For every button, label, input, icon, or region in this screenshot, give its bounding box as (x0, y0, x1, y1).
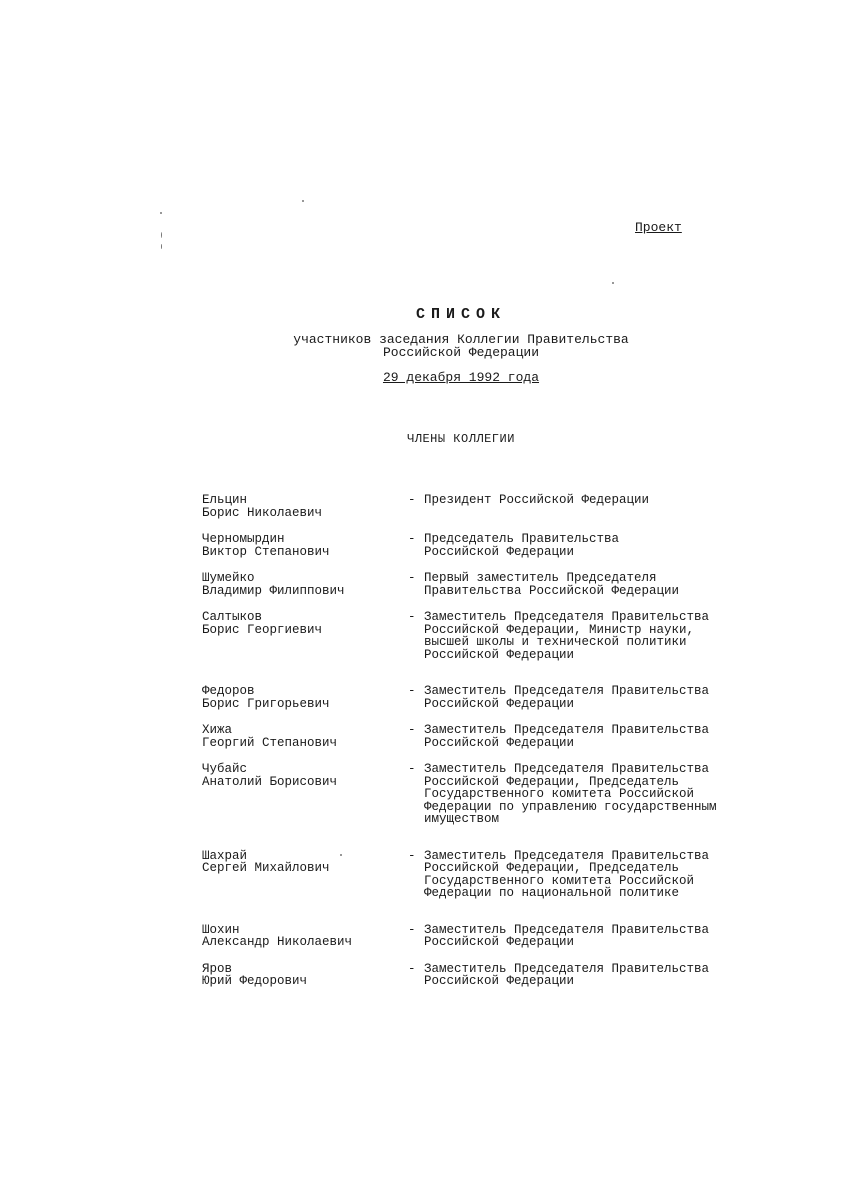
member-role: Председатель Правительства Российской Федерации (424, 532, 620, 559)
member-role: Заместитель Председателя Правительства Российской Федерации (424, 723, 710, 750)
member-given-names: Юрий Федорович (202, 974, 308, 988)
scan-speck (161, 244, 162, 249)
member-name (202, 850, 402, 900)
document-date: 29 декабря 1992 года (382, 370, 540, 385)
scan-speck (340, 854, 342, 856)
member-given-names: Анатолий Борисович (202, 774, 338, 789)
member-dash: - (408, 571, 416, 585)
member-given-names: Сергей Михайлович (202, 861, 330, 875)
member-dash: - (408, 723, 416, 737)
member-given-names: Борис Георгиевич (202, 622, 323, 637)
member-dash: - (408, 610, 416, 624)
document-subtitle (40, 333, 842, 359)
member-given-names: Владимир Филиппович (202, 583, 345, 598)
member-name (202, 963, 402, 988)
member-row (0, 533, 842, 558)
member-role: Заместитель Председателя Правительства Российской Федерации, Министр науки, высшей школы и технической политики Российской Федерации (424, 610, 710, 662)
member-dash: - (408, 848, 416, 863)
member-name (202, 724, 402, 749)
subtitle-line-1: участников заседания Коллегии Правительства (293, 332, 629, 347)
member-row (0, 963, 842, 988)
member-given-names: Георгий Степанович (202, 735, 338, 750)
member-surname: Хижа (202, 723, 233, 737)
member-given-names: Борис Николаевич (202, 505, 323, 520)
scan-speck (302, 200, 304, 202)
draft-stamp: Проект (635, 220, 682, 235)
member-row (0, 572, 842, 597)
member-surname: Чубайс (202, 762, 248, 776)
section-heading: ЧЛЕНЫ КОЛЛЕГИИ (407, 432, 515, 446)
member-given-names: Александр Николаевич (202, 935, 353, 949)
member-name (202, 685, 402, 710)
members-list (0, 494, 842, 988)
scan-speck (161, 232, 162, 238)
member-surname: Ельцин (202, 493, 248, 507)
scan-speck (612, 282, 614, 284)
scan-speck (160, 212, 162, 214)
member-name (202, 533, 402, 558)
member-name (202, 924, 402, 949)
member-role: Заместитель Председателя Правительства Российской Федерации (424, 922, 710, 949)
member-surname: Шахрай (202, 848, 248, 863)
member-row (0, 924, 842, 949)
member-row (0, 611, 842, 661)
member-row (0, 850, 842, 900)
member-name (202, 763, 402, 826)
member-dash: - (408, 493, 416, 507)
member-dash: - (408, 961, 416, 976)
member-surname: Федоров (202, 684, 255, 698)
member-surname: Шохин (202, 922, 240, 937)
member-given-names: Борис Григорьевич (202, 696, 330, 711)
member-given-names: Виктор Степанович (202, 544, 330, 559)
member-role: Президент Российской Федерации (424, 493, 650, 507)
member-surname: Салтыков (202, 610, 263, 624)
member-surname: Шумейко (202, 571, 255, 585)
member-surname: Яров (202, 961, 233, 976)
member-row (0, 763, 842, 826)
member-surname: Черномырдин (202, 532, 285, 546)
member-role: Первый заместитель Председателя Правительства Российской Федерации (424, 571, 680, 598)
member-row (0, 494, 842, 519)
member-dash: - (408, 684, 416, 698)
subtitle-line-2: Российской Федерации (382, 345, 540, 360)
member-dash: - (408, 532, 416, 546)
member-role: Заместитель Председателя Правительства Российской Федерации (424, 961, 710, 988)
member-name (202, 611, 402, 661)
member-row (0, 685, 842, 710)
member-name (202, 494, 402, 519)
member-role: Заместитель Председателя Правительства Российской Федерации, Председатель Государственного комитета Российской Федерации по управлению государственным имуществом (424, 762, 717, 826)
member-role: Заместитель Председателя Правительства Российской Федерации (424, 684, 710, 711)
document-title: СПИСОК (415, 306, 506, 323)
member-dash: - (408, 922, 416, 937)
member-role: Заместитель Председателя Правительства Российской Федерации, Председатель Государственного комитета Российской Федерации по национальной политике (424, 848, 710, 900)
member-row (0, 724, 842, 749)
member-dash: - (408, 762, 416, 776)
member-name (202, 572, 402, 597)
